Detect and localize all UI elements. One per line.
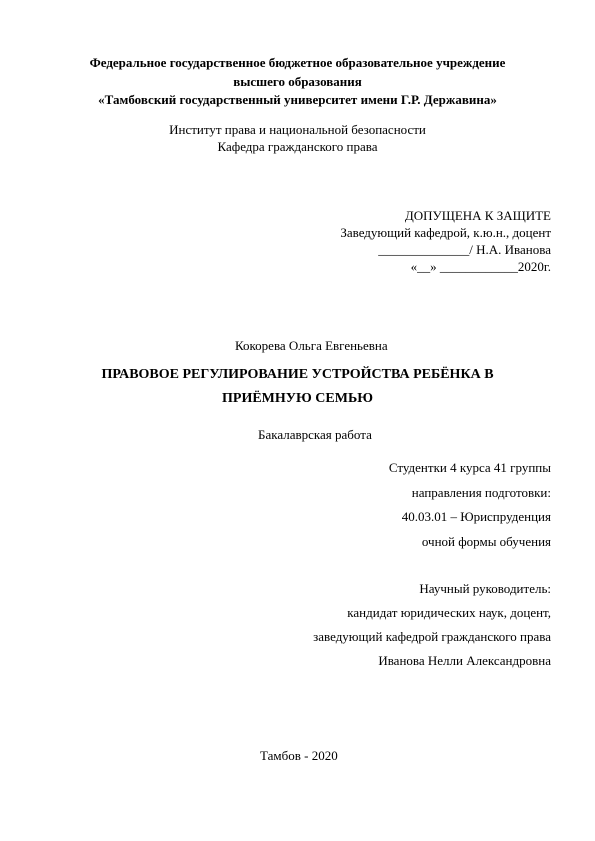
supervisor-degree: кандидат юридических наук, доцент, bbox=[347, 605, 551, 620]
supervisor-name: Иванова Нелли Александровна bbox=[378, 653, 551, 668]
student-info-line-4: очной формы обучения bbox=[421, 534, 551, 549]
supervisor-position: заведующий кафедрой гражданского права bbox=[313, 629, 551, 644]
author-name: Кокорева Ольга Евгеньевна bbox=[235, 338, 388, 353]
header-line-1: Федеральное государственное бюджетное образовательное учреждение bbox=[89, 55, 506, 70]
student-info-line-2: направления подготовки: bbox=[411, 485, 551, 500]
approval-signature: ______________/ Н.А. Иванова bbox=[378, 242, 551, 257]
thesis-title-line-1: ПРАВОВОЕ РЕГУЛИРОВАНИЕ УСТРОЙСТВА РЕБЁНКА В bbox=[101, 367, 494, 382]
student-info-line-3: 40.03.01 – Юриспруденция bbox=[401, 509, 551, 524]
thesis-title-line-2: ПРИЁМНУЮ СЕМЬЮ bbox=[222, 391, 373, 406]
city-year: Тамбов - 2020 bbox=[260, 748, 338, 763]
thesis-type: Бакалаврская работа bbox=[258, 427, 372, 442]
approval-date: «__» ____________2020г. bbox=[410, 259, 551, 274]
approval-head: Заведующий кафедрой, к.ю.н., доцент bbox=[340, 225, 551, 240]
supervisor-label: Научный руководитель: bbox=[419, 581, 551, 596]
student-info-line-1: Студентки 4 курса 41 группы bbox=[388, 460, 551, 475]
department-name: Кафедра гражданского права bbox=[217, 139, 378, 154]
approval-title: ДОПУЩЕНА К ЗАЩИТЕ bbox=[404, 208, 551, 223]
header-line-3: «Тамбовский государственный университет имени Г.Р. Державина» bbox=[98, 92, 497, 107]
header-line-2: высшего образования bbox=[233, 74, 362, 89]
institute-name: Институт права и национальной безопасности bbox=[169, 122, 426, 137]
